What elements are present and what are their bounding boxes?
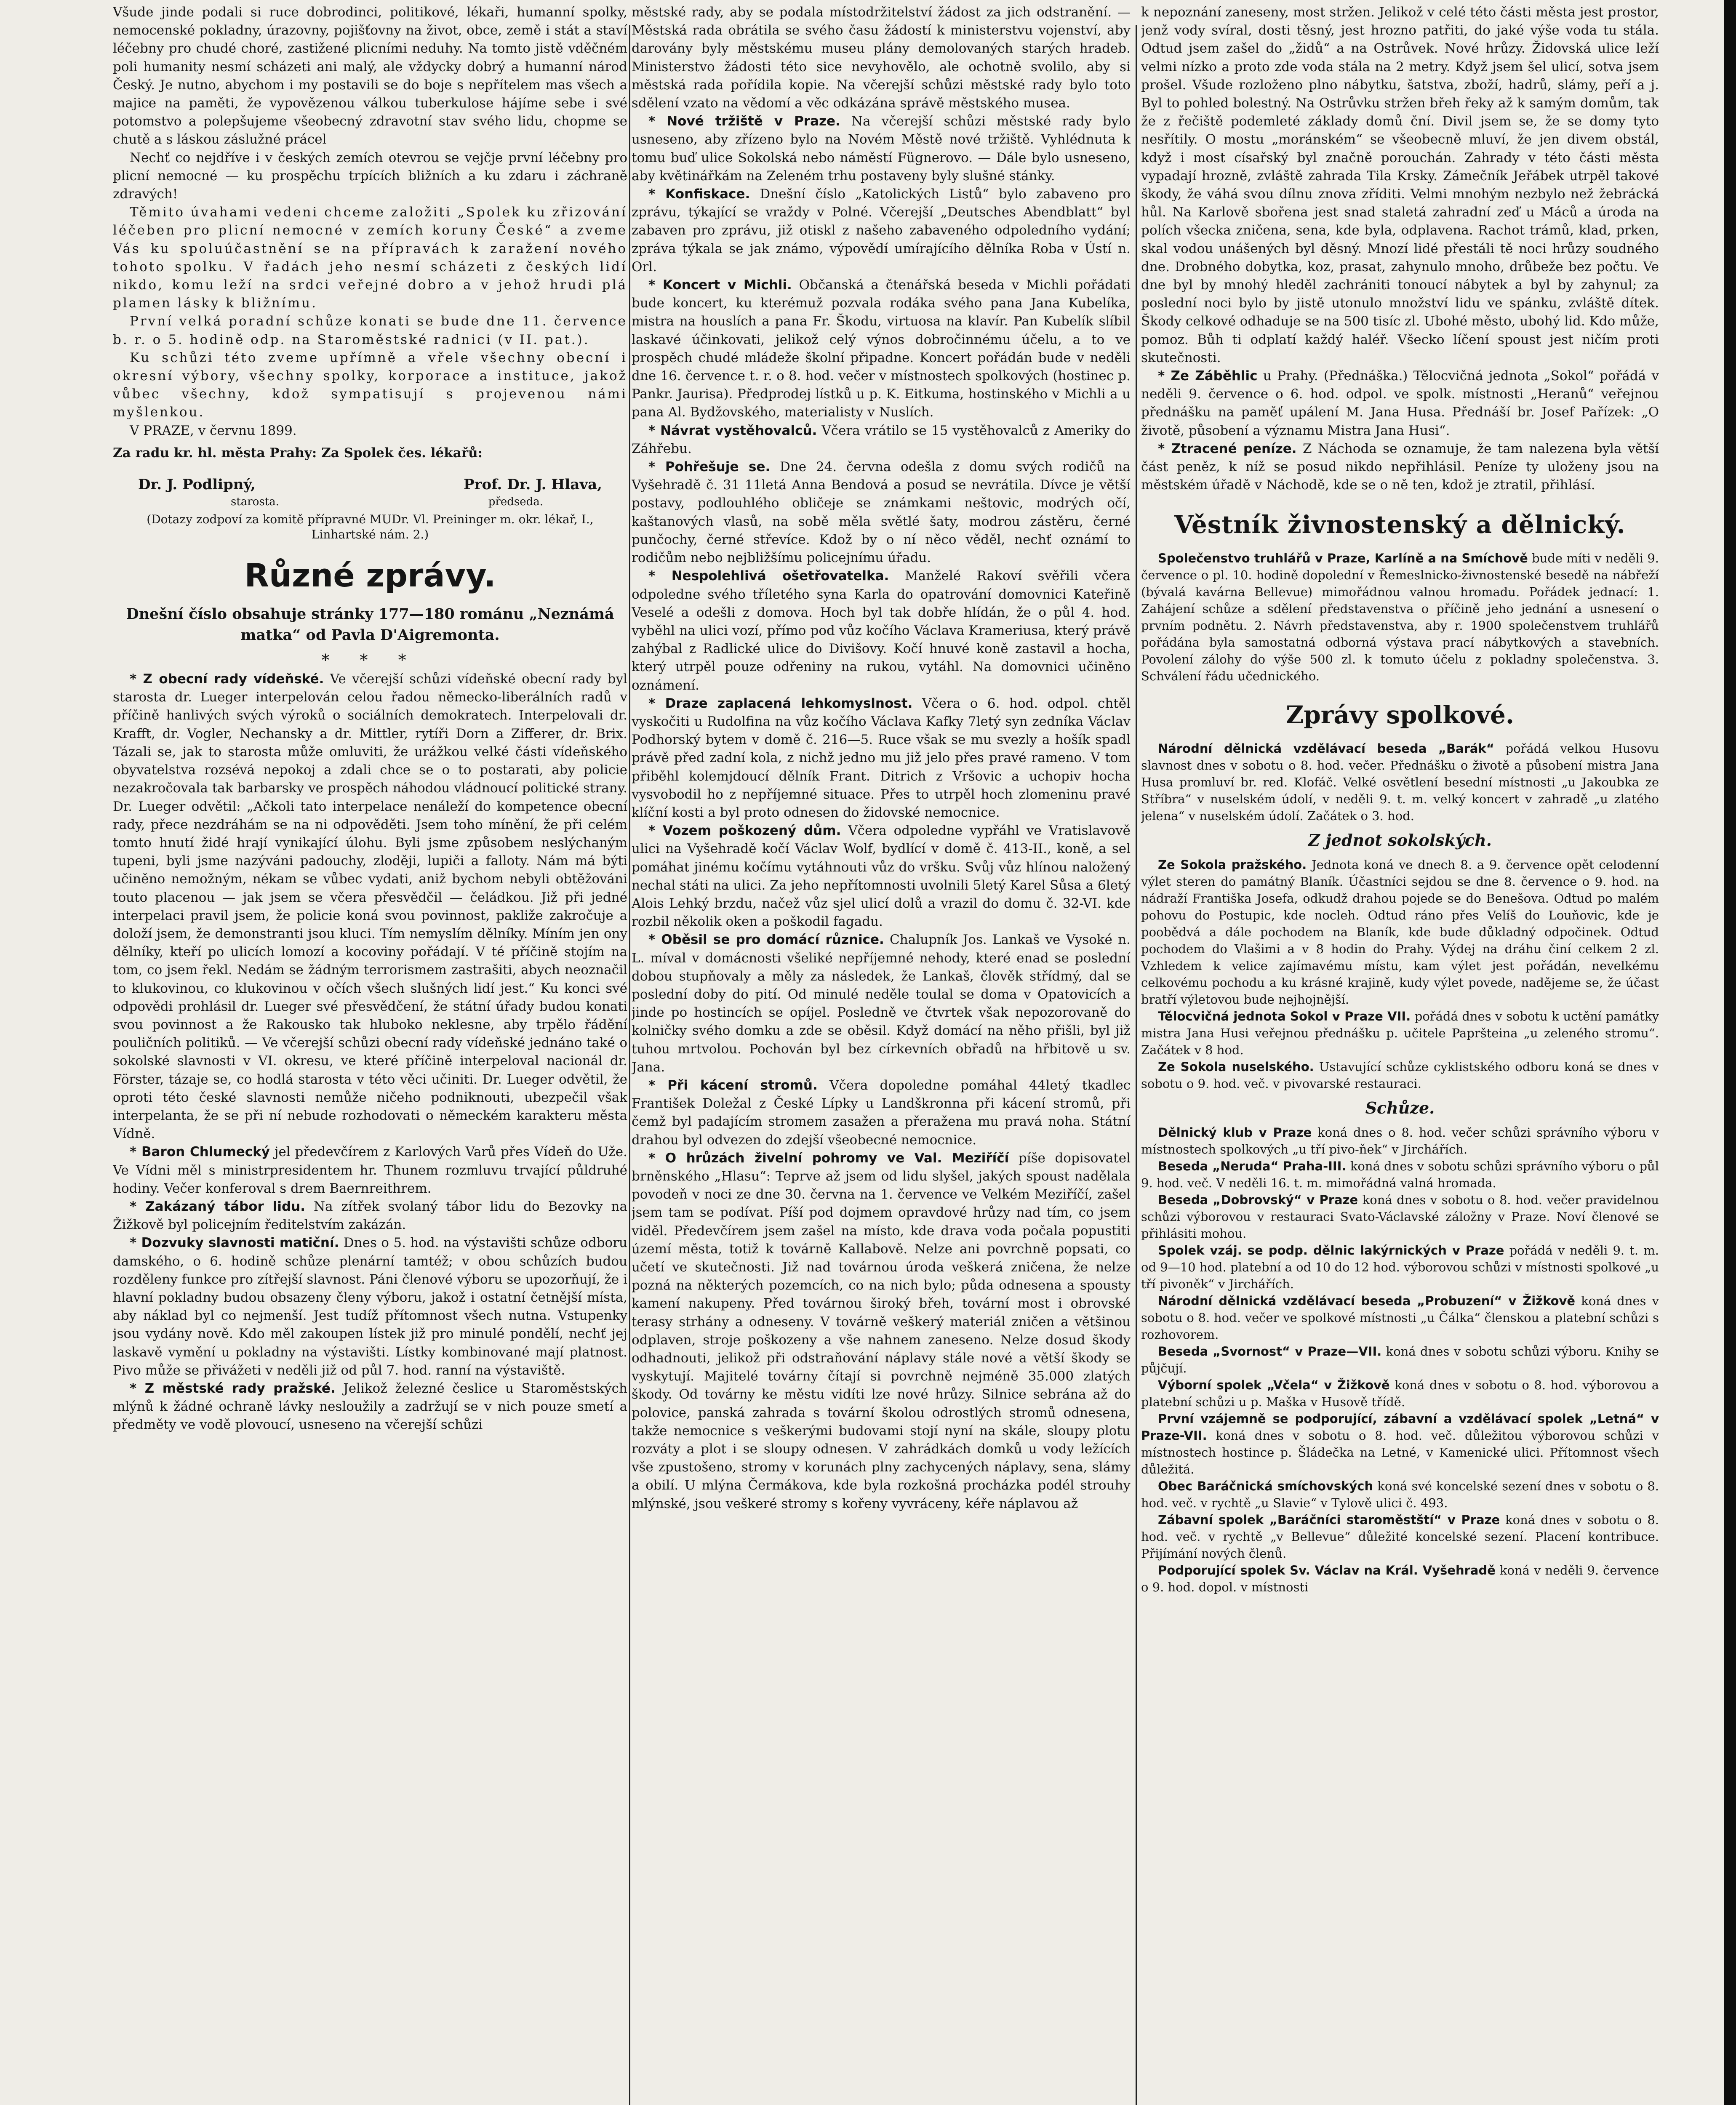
news-item-body: jel předevčírem z Karlových Varů přes Vídeň do Uže. Ve Vídni měl s ministrpresidentem hr. Thunem rozmluvu trvající půldruhé hodiny. Večer konferoval s drem Baernreithrem.	[113, 1144, 627, 1196]
news-item-body: Dnes o 5. hod. na výstavišti schůze odboru damského, o 6. hodině schůze plenární tamtéž; v obou schůzích budou rozděleny funkce pro zítřejší slavnost. Páni členové výboru se upozorňují, že i hlavní pokladny budou obsazeny členy výboru, jakož i ostatní četnější místa, aby náklad byl co nejmenší. Jest tudíž přítomnost všech nutna. Vstupenky jsou vydány nově. Kdo měl zakoupen lístek již pro minulé pondělí, nechť jej laskavě vymění u pokladny na výstavišti. Lístky kombinované mají platnost. Pivo může se přivážeti v neděli již od půl 7. hod. ranní na výstaviště.	[113, 1235, 627, 1378]
news-item	[632, 822, 1131, 931]
signature-right: Prof. Dr. J. Hlava,	[463, 476, 602, 493]
section-heading: Různé zprávy.	[244, 557, 496, 594]
notice-item-body: koná dnes v sobotu schůzi správního výboru o půl 9. hod. več. V neděli 16. t. m. mimořádná valná hromada.	[1141, 1159, 1659, 1191]
news-item	[632, 1149, 1131, 1513]
notice-item-title: Ze Sokola nuselského.	[1158, 1060, 1314, 1074]
news-item-title: * Baron Chlumecký	[130, 1144, 270, 1160]
news-item-title: * Při kácení stromů.	[648, 1077, 818, 1093]
notice-item-body: koná dnes v sobotu o 8. hod. večer pravidelnou schůzi výborovou v restauraci Svato-Václavské záložny v Praze. Noví členové se přihlásiti mohou.	[1141, 1193, 1659, 1241]
news-item-title: * Konfiskace.	[648, 187, 750, 202]
notice-item	[1141, 1511, 1659, 1562]
notice-item	[1141, 1242, 1659, 1292]
news-item-body: Dnešní číslo „Katolických Listů“ bylo zabaveno pro zprávu, týkající se vraždy v Polné. Včerejší „Deutsches Abendblatt“ byl zabaven pro zprávu, již otiskl z našeho zabaveného odpoledního vydání; zpráva týkala se jak známo, výpovědí umírajícího dělníka Roba v Ústí n. Orl.	[632, 187, 1131, 274]
notice-item-title: Obec Baráčnická smíchovských	[1158, 1479, 1373, 1494]
notice-item	[1141, 1377, 1659, 1410]
notice-item-body: pořádá v neděli 9. t. m. od 9—10 hod. platební a od 10 do 12 hod. výborovou schůzi v místnosti spolkové „u tří pivoněk“ v Jirchářích.	[1141, 1243, 1659, 1292]
appeal-paragraph: Nechť co nejdříve i v českých zemích otevrou se vejčje první léčebny pro plicní nemocné — ku prospěchu trpících bližních a ku zdaru i záchraně zdravých!	[113, 150, 627, 202]
notice-item-title: Beseda „Svornost“ v Praze—VII.	[1158, 1344, 1382, 1359]
notice-item-title: První vzájemně se podporující, zábavní a vzdělávací spolek „Letná“ v Praze-VII.	[1141, 1412, 1659, 1443]
notice-item-body: koná dnes o 8. hod. večer schůzi správního výboru v místnostech spolkových „u tří pivo-ňek“ v Jirchářích.	[1141, 1125, 1659, 1157]
news-item	[113, 1143, 627, 1198]
news-item	[113, 670, 627, 1143]
news-item	[113, 1198, 627, 1234]
news-item	[632, 458, 1131, 567]
notice-item	[1141, 1158, 1659, 1191]
notice-item-title: Výborní spolek „Včela“ v Žižkově	[1158, 1378, 1390, 1393]
scan-edge	[1724, 0, 1736, 2105]
notice-item	[1141, 1008, 1659, 1058]
signature-left-role: starosta.	[231, 496, 279, 509]
news-item-title: * Oběsil se pro domácí různice.	[648, 932, 884, 948]
news-item-title: * Zakázaný tábor lidu.	[130, 1199, 305, 1214]
news-item-body: Ve včerejší schůzi vídeňské obecní rady byl starosta dr. Lueger interpelován celou řadou německo-liberálních radů v příčině hanlivých svých výroků o sociálních demokratech. Interpelovali dr. Krafft, dr. Vogler, Nechansky a dr. Mittler, rytíři Dorn a Zifferer, dr. Brix. Tázali se, jak to starosta může omluviti, že urážkou velké části vídeňského obyvatelstva rozsévá nepokoj a zdali chce se o to postarati, aby policie nezakročovala tak barbarsky ve prospěch náhodou vládnoucí politické strany. Dr. Lueger odvětil: „Ačkoli tato interpelace nenáleží do kompetence obecní rady, přece nezdráhám se na ni odpověděti. Jsem toho mínění, že při celém tomto hnutí židé hrají vynikající úlohu. Byli jsme způsobem neslýchaným tupeni, byli jsme nazýváni padouchy, zloději, lupiči a falloty. Nám má býti učiněno nemožným, nékam se vůbec vydati, aniž bychom nebyli obtěžováni touto placenou — jak jsem se včera přesvědčil — čeládkou. Již při jedné interpelaci pravil jsem, že policie koná svou povinnost, pakliže zakročuje a doloží jsem, že demonstranti jsou kluci. Tím nemyslím dělníky. Míním jen ony dělníky, kteří po ulicích lomozí a kocoviny pořádají. V té příčině stojím na tom, co jsem řekl. Nedám se žádným terrorismem zastrašiti, abych neoznačil to klukovinou, co klukovinou v očích všech slušných lidí jest.“ Ku konci své odpovědi prohlásil dr. Lueger své přesvědčení, že státní úřady budou konati svou povinnost a že Rakousko tak hluboko neklesne, aby trpělo řádění pouličních politiků. — Ve včerejší schůzi obecní rady vídeňské jednáno také o sokolské slavnosti v VI. okresu, ve které příčině interpeloval nacionál dr. Förster, tázaje se, co hodlá starosta v této věci učiniti. Dr. Lueger odvětil, že oproti této české slavnosti nemůže ničeho podniknouti, ubezpečil však interpelanta, že se při ní nebude rozhodovati o německém karakteru města Vídně.	[113, 671, 627, 1142]
news-item-body: Chalupník Jos. Lankaš ve Vysoké n. L. míval v domácnosti všeliké nepříjemné nehody, které enad se poslední dobou stupňovaly a měly za následek, že Lankaš, člověk střídmý, dal se poslední doby do pití. Od minulé neděle toulal se doma v Opatovicích a jinde po hostincích se opíjel. Posledně ve čtvrtek však nepozorovaně do kolničky svého domku a zde se oběsil. Když domácí na něho přišli, byl již tuhou mrtvolou. Pochován byl bez církevních obřadů na hřbitově u sv. Jana.	[632, 932, 1131, 1075]
news-item-title: * Vozem poškozený dům.	[648, 823, 841, 839]
notice-item	[1141, 1191, 1659, 1242]
notice-item-title: Dělnický klub v Praze	[1158, 1125, 1312, 1140]
section-heading: Věstník živnostenský a dělnický.	[1174, 510, 1626, 539]
notice-item-body: koná dnes v sobotu o 8. hod. večer ve spolkové místnosti „u Čálka“ členskou a platební schůzi s rozhovorem.	[1141, 1294, 1659, 1342]
signature-left: Dr. J. Podlipný,	[138, 476, 256, 493]
news-item-body: Včera dopoledne pomáhal 44letý tkadlec František Doležal z České Lípky u Landškronna při kácení stromů, při čemž byl padajícím stromem zasažen a přeražena mu pravá noha. Státní drahou byl odvezen do zdejší všeobecné nemocnice.	[632, 1077, 1131, 1148]
appeal-signatories: Za radu kr. hl. města Prahy: Za Spolek čes. lékařů:	[113, 445, 483, 461]
news-item	[1141, 367, 1659, 440]
news-item-title: * Z městské rady pražské.	[130, 1381, 336, 1396]
news-item-title: * Z obecní rady vídeňské.	[130, 671, 324, 687]
news-item	[632, 931, 1131, 1076]
appeal-note: (Dotazy zodpoví za komitě přípravné MUDr. Vl. Preininger m. okr. lékař, I., Linhartské nám. 2.)	[147, 512, 594, 542]
notice-item-body: Jednota koná ve dnech 8. a 9. července opět celodenní výlet steren do památný Blaník. Účastníci sejdou se dne 8. července o 9. hod. na nádraží Františka Josefa, odkudž drahou pojede se do Benešova. Odtud po malém pohovu do Postupic, kde nocleh. Odtud ráno přes Velíš do Louňovic, kde je poobědvá a dále pochodem na Blaník, kde bude důkladný odpočinek. Odtud pochodem do Vlašimi a v 8 hodin do Prahy. Výdej na dráhu činí celkem 2 zl. Vzhledem k velice zajímavému místu, kam výlet jest pořádán, nevelkému celkovému pochodu a ku krásné krajině, kudy výlet povede, nadějeme se, že účast bratří výletovou bude nejhojnější.	[1141, 858, 1659, 1007]
news-item	[632, 422, 1131, 458]
appeal-paragraph: První velká poradní schůze konati se bude dne 11. července b. r. o 5. hodině odp. na Staroměstské radnici (v II. pat.).	[113, 314, 627, 347]
notice-item-title: Spolek vzáj. se podp. dělnic lakýrnických v Praze	[1158, 1243, 1504, 1258]
notice-item	[1141, 1478, 1659, 1511]
column-middle	[632, 3, 1131, 2105]
column-right	[1141, 3, 1659, 2105]
news-item-title: * Ztracené peníze.	[1158, 441, 1297, 456]
issue-notice: Dnešní číslo obsahuje stránky 177—180 románu „Neznámá matka“ od Pavla D'Aigremonta.	[126, 605, 614, 644]
notice-item-body: Ustavující schůze cyklistského odboru koná se dnes v sobotu o 9. hod. več. v pivovarské restauraci.	[1141, 1060, 1659, 1091]
notice-item	[1141, 1562, 1659, 1596]
news-item-title: * Návrat vystěhovalců.	[648, 423, 817, 438]
appeal-paragraph: Těmito úvahami vedeni chceme založiti „Spolek ku zřizování léčeben pro plicní nemocné v zemích koruny České“ a zveme Vás ku spoluúčastnění se na přípravách k zaražení nového tohoto spolku. V řadách jeho nesmí scházeti z českých lidí nikdo, komu leží na srdci veřejné dobro a v jehož hrudi plá plamen lásky k bližnímu.	[113, 205, 627, 311]
section-heading: Zprávy spolkové.	[1285, 701, 1515, 730]
news-item-title: * Koncert v Michli.	[648, 277, 792, 293]
notice-item	[1141, 1124, 1659, 1158]
news-item	[1141, 440, 1659, 495]
appeal-paragraph: Ku schůzi této zveme upřímně a vřele všechny obecní i okresní výbory, všechny spolky, korporace a instituce, jakož vůbec všechny, kdož sympatisují s projevenou námi myšlenkou.	[113, 350, 627, 420]
notice-item-body: koná v neděli 9. července o 9. hod. dopol. v místnosti	[1141, 1563, 1659, 1595]
notice-item	[1141, 1058, 1659, 1092]
news-item	[113, 1234, 627, 1380]
news-item-body: Manželé Rakoví svěřili včera odpoledne svého tříletého syna Karla do opatrování domovnici Kateřině Veselé a odešli z domova. Hoch byl tak dobře hlídán, že o půl 4. hod. vyběhl na ulici vozí, přímo pod vůz kočího Václava Krameriusa, který právě zahýbal z Radlické ulice do Divišovy. Kočí hnuvé koně zastavil a hocha, který utrpěl pouze odřeniny na rukou, vytáhl. Na domovnici učiněno oznámení.	[632, 568, 1131, 693]
notice-item-title: Zábavní spolek „Baráčníci staroměstští“ v Praze	[1158, 1513, 1500, 1527]
signature-row	[113, 474, 627, 495]
news-item	[632, 567, 1131, 694]
notice-item-body: bude míti v neděli 9. července o pl. 10. hodině dopolední v Řemeslnicko-živnostenské besedě na nábřeží (bývalá kavárna Bellevue) mimořádnou valnou hromadu. Pořádek jednací: 1. Zahájení schůze a sdělení představenstva o příčině jeho jednání a usnesení o prvním podnětu. 2. Návrh představenstva, aby r. 1900 společenstvem truhlářů pořádána byla samostatná odborná výstava prací nábytkových a stavebních. Povolení zálohy do výše 500 zl. k tomuto účelu z pokladny společenstva. 3. Schválení řádu učednického.	[1141, 551, 1659, 684]
column-rule	[629, 25, 630, 2105]
subsection-heading: Schůze.	[1365, 1098, 1435, 1118]
news-item-body: Dne 24. června odešla z domu svých rodičů na Vyšehradě č. 31 11letá Anna Bendová a posud se nevrátila. Dívce je větší postavy, podlouhlého obličeje se známkami neštovic, modrých očí, kaštanových vlasů, na sobě měla světlé šaty, modrou zástěru, černé punčochy, černé střevíce. Kdož by o ní něco věděl, nechť oznámí to rodičům nebo nejbližšímu policejnímu úřadu.	[632, 459, 1131, 566]
news-item-body: Na zítřek svolaný tábor lidu do Bezovky na Žižkově byl policejním ředitelstvím zakázán.	[113, 1199, 627, 1233]
news-item-body: Jelikož železné česlice u Staroměstských mlýnů k žádné ochraně lávky nesloužily a zadržují se v nich pouze smetí a předměty ve vodě plovoucí, usneseno na včerejší schůzi	[113, 1381, 627, 1433]
notice-item	[1141, 856, 1659, 1008]
notice-item-title: Společenstvo truhlářů v Praze, Karlíně a na Smíchově	[1158, 551, 1528, 566]
notice-item	[1141, 550, 1659, 685]
news-item	[632, 185, 1131, 276]
notice-item-title: Beseda „Dobrovský“ v Praze	[1158, 1193, 1358, 1207]
news-item-body: Občanská a čtenářská beseda v Michli pořádati bude koncert, ku kterémuž pozvala rodáka svého pana Jana Kubelíka, mistra na houslích a pana Fr. Škodu, virtuosa na klavír. Pan Kubelík slíbil laskavé účinkovati, jelikož celý výnos dobročinnému účelu, a to ve prospěch chudé mládeže školní připadne. Koncert pořádán bude v neděli dne 16. července t. r. o 8. hod. večer v místnostech spolkových (hostinec p. Pankr. Jaurisa). Předprodej lístků u p. K. Eitkuma, hostinského v Michli a u pana Al. Bydžovského, materialisty v Nuslích.	[632, 277, 1131, 420]
notice-item-body: pořádá dnes v sobotu k uctění památky mistra Jana Husi veřejnou přednášku p. učitele Papršteina „u zeleného stromu“. Začátek v 8 hod.	[1141, 1009, 1659, 1058]
news-item-title: * O hrůzách živelní pohromy ve Val. Meziříčí	[648, 1150, 1009, 1166]
news-item-title: * Nespolehlivá ošetřovatelka.	[648, 568, 889, 584]
notice-item-body: koná dnes v sobotu o 8. hod. več. v rychtě „v Bellevue“ důležité koncelské sezení. Placení kontribuce. Přijímání nových členů.	[1141, 1513, 1659, 1561]
news-item-body: píše dopisovatel brněnského „Hlasu“: Teprve až jsem od lidu slyšel, jakých spoust nadělala povodeň v noci ze dne 30. června na 1. července ve Velkém Meziříčí, zašel jsem tam se podívat. Píší pod dojmem opravdové hrůzy nad tím, co jsem viděl. Předevčírem jsem zašel na místo, kde drava voda počala popustiti území města, totiž k továrně Kallabově. Nelze ani povrchně popsati, co učetí ve skutečnosti. Již nad továrnou úroda veškerá zničena, že nelze pozná na některých pozemcích, co na nich bylo; půda odnesena a spousty kamení nakupeny. Před továrnou široký břeh, tovární most i obrovské terasy strhány a odneseny. V továrně veškerý materiál zničen a většinou odplaven, stroje poškozeny a vše nahnem zaneseno. Nelze dosud škody odhadnouti, jelikož při odstraňování náplavy stále nové a větší škody se vyskytují. Majitelé továrny čítají si povrchně nejméně 35.000 zlatých škody. Od továrny ke městu vidíti lze nové hrůzy. Silnice sebrána až do polovice, panská zahrada s tovární školou odrostlých stromů odnesena, takže nemocnice s veškerými budovami stojí nyní na skále, sloupy plotu rozváty a plot i se sloupy odnesen. V zahrádkách domků u vody ležících vše zpustošeno, stromy v korunách plny zachycených náplavy, sena, slámy a obilí. U mlýna Čermákova, kde byla rozkošná procházka podél strouhy mlýnské, jsou veškeré stromy s kořeny vyvráceny, kéře náplavou až	[632, 1150, 1131, 1511]
notice-item	[1141, 740, 1659, 824]
news-item-continued: městské rady, aby se podala místodržitelství žádost za jich odstranění. — Městská rada obrátila se svého času žádostí k ministerstvu vojenství, aby darovány byly městskému museu plány demolovaných starých hradeb. Ministerstvo žádosti této sice nevyhovělo, ale ochotně svolilo, aby si městská rada pořídila kopie. Na včerejší schůzi městské rady bylo toto sdělení vzato na vědomí a věc odkázána správě městského musea.	[632, 5, 1131, 111]
signature-right-role: předseda.	[488, 496, 543, 509]
news-item	[632, 695, 1131, 822]
news-item-body: u Prahy. (Přednáška.) Tělocvičná jednota „Sokol“ pořádá v neděli 9. července o 6. hod. odpol. ve spolk. místnosti „Heranů“ veřejnou přednášku na paměť upálení M. Jana Husa. Přednáší br. Josef Pařízek: „O životě, působení a významu Mistra Jana Husi“.	[1141, 368, 1659, 438]
news-item-continued: k nepoznání zaneseny, most stržen. Jelikož v celé této části města jest prostor, jenž vody svíral, dosti těsný, jest hrozno patřiti, do jaké výše voda tu stála. Odtud jsem zašel do „židů“ a na Ostrůvek. Nové hrůzy. Židovská ulice leží velmi nízko a proto zde voda stála na 2 metry. Když jsem šel ulicí, sotva jsem prošel. Všude rozloženo plno nábytku, šatstva, zboží, hadrů, slámy, peří a j. Byl to pohled bolestný. Na Ostrůvku stržen břeh řeky až k samým domům, tak že z řečiště podemleté základy domů ční. Divil jsem se, že se domy tyto nesřítily. O mostu „moránském“ se všeobecně mluví, že jen divem obstál, když i most císařský byl značně porouchán. Zahrady v této části města vypadají hrozně, zvláště zahrada Tila Krsky. Zámečník Jeřábek utrpěl takové škody, že váhá svou dílnu znova zříditi. Velmi mnohým nezbylo než žebrácká hůl. Na Karlově sbořena jest snad staletá zahradní zeď u Máců a úroda na polích všecka zničena, sena, kde byla, odplavena. Rachot trámů, klad, prken, skal vodou unášených byl děsný. Mnozí lidé přestáli tě noci hrůzy soudného dne. Drobného dobytka, koz, prasat, zahynulo mnoho, drůbeže bez počtu. Ve dne byl by mnohý hleděl zachrániti tonoucí nábytek a byl by zahynul; za poslední noci bylo by jistě utonulo množství lidu ve spánku, zvláště dítek. Škody celkové odhaduje se na 500 tisíc zl. Ubohé město, ubohý lid. Kdo může, pomoz. Bůh ti odplatí každý haléř. Všecko líčení spoust jest ničím proti skutečnosti.	[1141, 5, 1659, 365]
news-item-title: * Draze zaplacená lehkomyslnost.	[648, 695, 913, 711]
notice-item-title: Tělocvičná jednota Sokol v Praze VII.	[1158, 1009, 1411, 1024]
notice-item-title: Národní dělnická vzdělávací beseda „Probuzení“ v Žižkově	[1158, 1294, 1576, 1308]
news-item-body: Včera vrátilo se 15 vystěhovalců z Ameriky do Záhřebu.	[632, 423, 1131, 456]
notice-item	[1141, 1410, 1659, 1478]
notice-item-title: Národní dělnická vzdělávací beseda „Barák“	[1158, 741, 1494, 756]
notice-item-title: Beseda „Neruda“ Praha-III.	[1158, 1159, 1347, 1174]
notice-item	[1141, 1292, 1659, 1343]
notice-item-title: Podporující spolek Sv. Václav na Král. Vyšehradě	[1158, 1563, 1496, 1578]
notice-item-body: koná dnes v sobotu schůzi výboru. Knihy se půjčují.	[1141, 1344, 1659, 1376]
news-item-title: * Dozvuky slavnosti matiční.	[130, 1235, 339, 1251]
notice-item	[1141, 1343, 1659, 1377]
news-item-body: Z Náchoda se oznamuje, že tam nalezena byla větší část peněz, k níž se posud nikdo nepřihlásil. Peníze ty uloženy jsou na městském úřadě v Náchodě, kde se o ně ten, kdož je ztratil, přihlásí.	[1141, 441, 1659, 493]
notice-item-title: Ze Sokola pražského.	[1158, 858, 1307, 872]
news-item-title: * Pohřešuje se.	[648, 459, 771, 475]
news-item-title: * Nové tržiště v Praze.	[648, 114, 840, 129]
notice-item-body: koná dnes v sobotu o 8. hod. več. důležitou výborovou schůzi v místnostech hostince p. Šládečka na Letné, v Kamenické ulici. Přítomnost všech důležitá.	[1141, 1428, 1659, 1477]
news-item	[632, 1076, 1131, 1149]
column-rule	[1136, 25, 1137, 2105]
news-item-body: Včera odpoledne vypřáhl ve Vratislavově ulici na Vyšehradě kočí Václav Wolf, bydlící v domě č. 413-II., koně, a sel pomáhat jinému kočímu vytáhnouti vůz do vršku. Svůj vůz hlínou naložený nechal státi na ulici. Za jeho nepřítomnosti uvolnili 5letý Karel Sůsa a 6letý Alois Lehký brzdu, načež vůz sjel ulicí dolů a vrazil do domu č. 32-VI. kde rozbil několik oken a poškodil fagadu.	[632, 823, 1131, 930]
subsection-heading: Z jednot sokolských.	[1308, 831, 1492, 850]
appeal-dateline: V PRAZE, v červnu 1899.	[130, 423, 297, 438]
signature-roles	[113, 495, 627, 509]
news-item-title: * Ze Záběhlic	[1158, 368, 1258, 384]
notice-item-body: koná své koncelské sezení dnes v sobotu o 8. hod. več. v rychtě „u Slavie“ v Tylově ulici č. 493.	[1141, 1479, 1659, 1511]
news-item-body: Včera o 6. hod. odpol. chtěl vyskočiti u Rudolfina na vůz kočího Václava Kafky 7letý syn zedníka Václav Podhorský bytem v domě č. 216—5. Ruce však se mu svezly a hošík spadl právě před zadní kola, z nichž jedno mu již jelo přes pravé rameno. V tom přiběhl kolemjdoucí dělník Frant. Ditrich z Vršovic a uchopiv hocha vysvobodil ho z nepříjemné situace. Přes to utrpěl hoch zlomeninu pravé klíční kosti a byl proto odnesen do židovské nemocnice.	[632, 695, 1131, 820]
column-left	[113, 3, 627, 2105]
news-item	[632, 112, 1131, 185]
notice-item-body: pořádá velkou Husovu slavnost dnes v sobotu o 8. hod. večer. Přednášku o životě a působení mistra Jana Husa promluví br. red. Klofáč. Velké osvětlení besední místnosti „u Jakoubka ze Stříbra“ v nuselském údolí, v neděli 9. t. m. velký koncert v zahradě „u zlatého jelena“ v nuselském údolí. Začátek o 3. hod.	[1141, 741, 1659, 823]
news-item	[632, 276, 1131, 422]
separator-stars: * * *	[321, 651, 419, 670]
appeal-paragraph: Všude jinde podali si ruce dobrodinci, politikové, lékaři, humanní spolky, nemocenské pokladny, úrazovny, pojišťovny na život, obce, země i stát a staví léčebny pro chudé choré, zastižené plicními neduhy. Na tomto jistě vděčném poli humanity nesmí scházeti ani malý, ale vždycky dobrý a humanní národ Český. Je nutno, abychom i my postavili se do boje s nepřítelem mas všech a majice na paměti, že vypovězenou válkou tuberkulose hájíme sebe i své potomstvo a polepšujeme všeobecný zdravotní stav svého lidu, chopme se chutě a s láskou záslužné prácel	[113, 5, 627, 147]
notice-item-body: koná dnes v sobotu o 8. hod. výborovou a platební schůzi u p. Maška v Husově třídě.	[1141, 1378, 1659, 1410]
news-item-body: Na včerejší schůzi městské rady bylo usneseno, aby zřízeno bylo na Novém Městě nové tržiště. Vyhlédnuta k tomu buď ulice Sokolská nebo náměstí Fügnerovo. — Dále bylo usneseno, aby květinářkám na Zeleném trhu postaveny byly slušné stánky.	[632, 114, 1131, 184]
news-item	[113, 1380, 627, 1434]
